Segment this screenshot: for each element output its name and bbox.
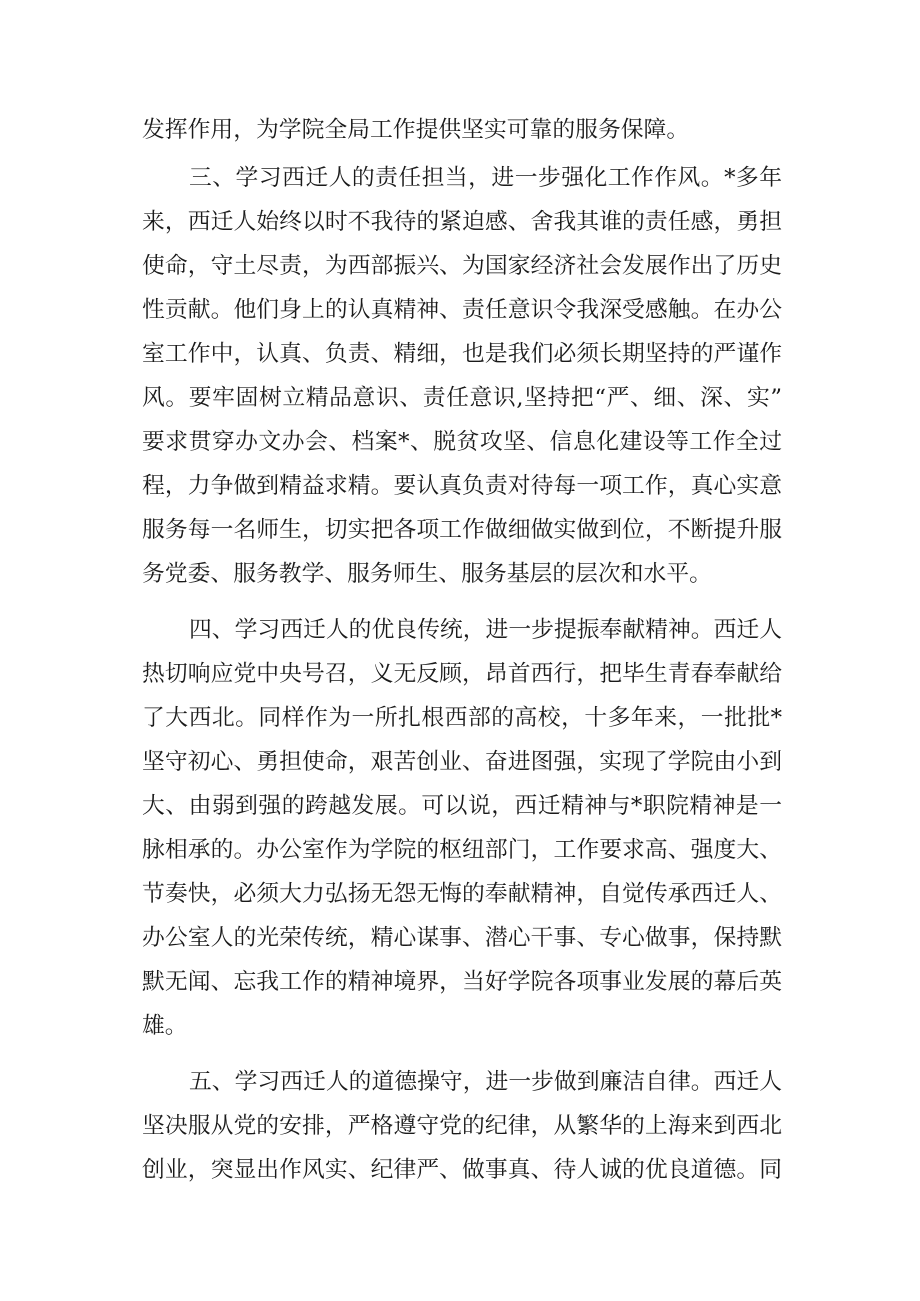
paragraph-line-15: 坚守初心、勇担使命，艰苦创业、奋进图强，实现了学院由小到 (142, 749, 782, 775)
paragraph-line-18: 节奏快，必须大力弘扬无怨无悔的奉献精神，自觉传承西迁人、 (142, 881, 782, 907)
paragraph-line-21: 雄。 (142, 1013, 188, 1039)
paragraph-line-22: 五、学习西迁人的道德操守，进一步做到廉洁自律。西迁人 (189, 1069, 782, 1095)
paragraph-line-1: 发挥作用，为学院全局工作提供坚实可靠的服务保障。 (142, 117, 690, 143)
paragraph-line-4: 使命，守土尽责，为西部振兴、为国家经济社会发展作出了历史 (142, 253, 782, 279)
paragraph-line-2: 三、学习西迁人的责任担当，进一步强化工作作风。*多年 (189, 165, 782, 191)
paragraph-line-11: 务党委、服务教学、服务师生、服务基层的层次和水平。 (142, 561, 712, 587)
paragraph-line-8: 要求贯穿办文办会、档案*、脱贫攻坚、信息化建设等工作全过 (142, 429, 782, 455)
paragraph-line-10: 服务每一名师生，切实把各项工作做细做实做到位，不断提升服 (142, 517, 782, 543)
paragraph-line-6: 室工作中，认真、负责、精细，也是我们必须长期坚持的严谨作 (142, 341, 782, 367)
paragraph-line-13: 热切响应党中央号召，义无反顾，昂首西行，把毕生青春奉献给 (142, 661, 782, 687)
paragraph-line-7: 风。要牢固树立精品意识、责任意识,坚持把“严、细、深、实” (142, 385, 782, 411)
paragraph-line-23: 坚决服从党的安排，严格遵守党的纪律，从繁华的上海来到西北 (142, 1113, 782, 1139)
paragraph-line-20: 默无闻、忘我工作的精神境界，当好学院各项事业发展的幕后英 (142, 969, 782, 995)
paragraph-line-24: 创业，突显出作风实、纪律严、做事真、待人诚的优良道德。同 (142, 1157, 782, 1183)
paragraph-line-12: 四、学习西迁人的优良传统，进一步提振奉献精神。西迁人 (189, 617, 782, 643)
paragraph-line-14: 了大西北。同样作为一所扎根西部的高校，十多年来，一批批* (142, 705, 782, 731)
paragraph-line-19: 办公室人的光荣传统，精心谋事、潜心干事、专心做事，保持默 (142, 925, 782, 951)
paragraph-line-16: 大、由弱到强的跨越发展。可以说，西迁精神与*职院精神是一 (142, 793, 782, 819)
paragraph-line-3: 来，西迁人始终以时不我待的紧迫感、舍我其谁的责任感，勇担 (142, 209, 782, 235)
paragraph-line-5: 性贡献。他们身上的认真精神、责任意识令我深受感触。在办公 (142, 297, 782, 323)
paragraph-line-17: 脉相承的。办公室作为学院的枢纽部门，工作要求高、强度大、 (142, 837, 782, 863)
paragraph-line-9: 程，力争做到精益求精。要认真负责对待每一项工作，真心实意 (142, 473, 782, 499)
